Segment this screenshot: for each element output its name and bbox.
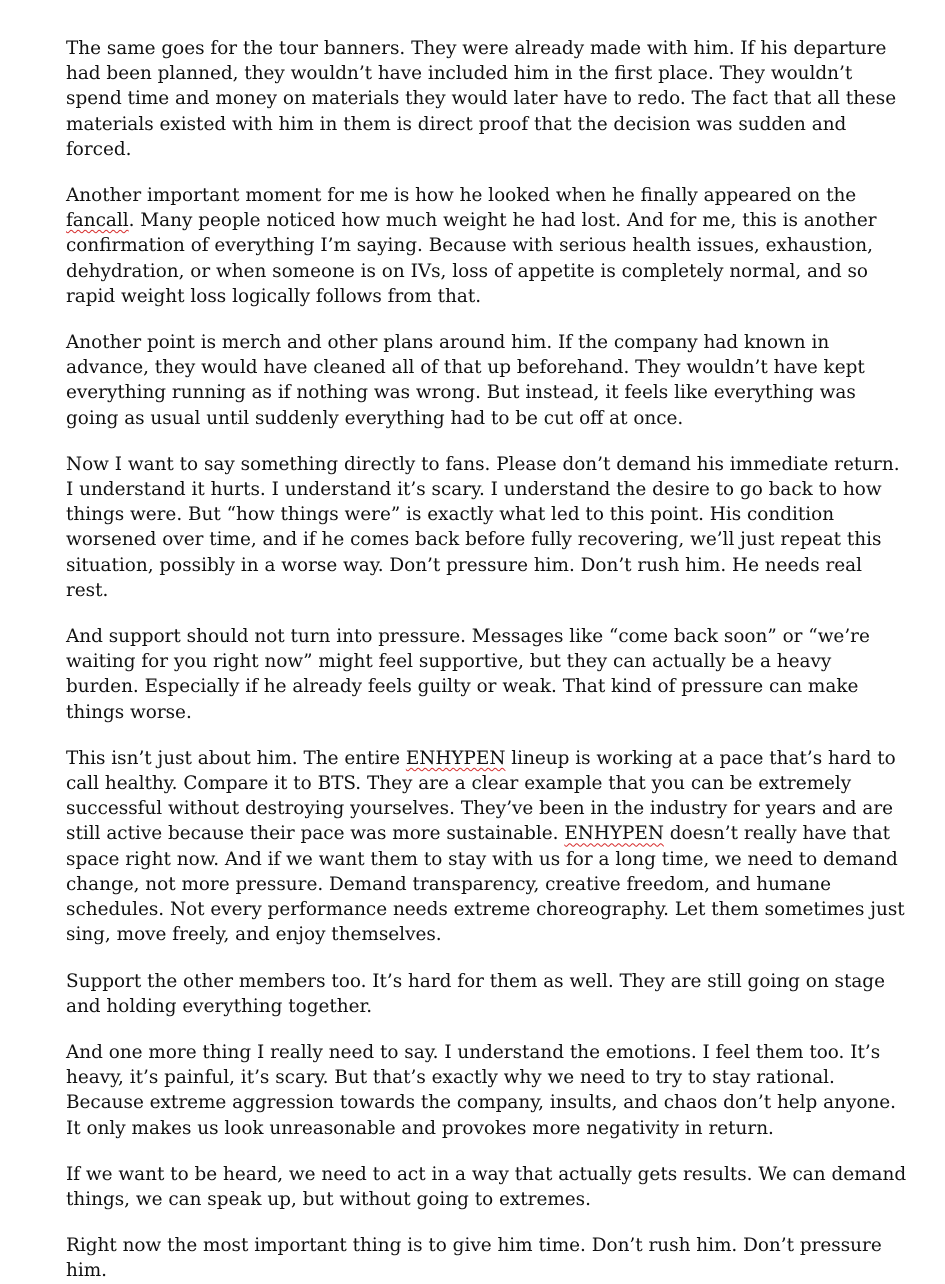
paragraph-text: Support the other members too. It’s hard for them as well. They are still going on stage and holding everything together. [66, 970, 885, 1017]
paragraph-text: This isn’t just about him. The entire [66, 747, 406, 769]
paragraph-fancall [66, 183, 907, 309]
paragraph-stay-rational [66, 1040, 907, 1141]
spellcheck-word[interactable]: ENHYPEN [564, 823, 664, 845]
paragraph-text: And one more thing I really need to say. I understand the emotions. I feel them too. It’s heavy, it’s painful, it’s scary. But that’s exactly why we need to try to stay rational. Because extreme aggression towards the company, insults, and chaos don’t help anyone. It only makes us look unreasonable and provokes more negativity in return. [66, 1041, 897, 1139]
paragraph-text: The same goes for the tour banners. They were already made with him. If his departure had been planned, they wouldn’t have included him in the first place. They wouldn’t spend time and money on materials they would later have to redo. The fact that all these materials existed with him in them is direct proof that the decision was sudden and forced. [66, 38, 897, 160]
paragraph-enhypen-lineup [66, 746, 907, 948]
paragraph-text: If we want to be heard, we need to act in a way that actually gets results. We can demand things, we can speak up, but without going to extremes. [66, 1163, 907, 1210]
paragraph-other-members [66, 969, 907, 1019]
paragraph-text: Another point is merch and other plans around him. If the company had known in advance, they would have cleaned all of that up beforehand. They wouldn’t have kept everything running as if nothing was wrong. But instead, it feels like everything was going as usual until suddenly everything had to be cut off at once. [66, 332, 865, 429]
spellcheck-word[interactable]: ENHYPEN [405, 747, 506, 769]
paragraph-text: Another important moment for me is how he looked when he finally appeared on the [66, 185, 857, 207]
paragraph-merch [66, 330, 907, 431]
paragraph-give-time [66, 1233, 907, 1283]
paragraph-text: lineup is working at a pace that’s hard to call healthy. Compare it to BTS. They are a clear example that you can be extremely successful without destroying yourselves. They’ve been in the industry for years and are still active because their pace was more sustainable. [66, 747, 896, 845]
paragraph-tour-banners [66, 36, 907, 162]
spellcheck-word[interactable]: fancall [66, 210, 129, 232]
paragraph-text: Right now the most important thing is to give him time. Don’t rush him. Don’t pressure him. [66, 1235, 882, 1282]
paragraph-to-fans [66, 452, 907, 603]
paragraph-support-pressure [66, 624, 907, 725]
paragraph-be-heard [66, 1162, 907, 1212]
paragraph-text: . Many people noticed how much weight he had lost. And for me, this is another confirmation of everything I’m saying. Because with serious health issues, exhaustion, dehydration, or when someone is on IVs, loss of appetite is completely normal, and so rapid weight loss logically follows from that. [66, 210, 877, 307]
paragraph-text: And support should not turn into pressure. Messages like “come back soon” or “we’re waiting for you right now” might feel supportive, but they can actually be a heavy burden. Especially if he already feels guilty or weak. That kind of pressure can make things worse. [66, 626, 870, 723]
paragraph-text: Now I want to say something directly to fans. Please don’t demand his immediate return. I understand it hurts. I understand it’s scary. I understand the desire to go back to how things were. But “how things were” is exactly what led to this point. His condition worsened over time, and if he comes back before fully recovering, we’ll just repeat this situation, possibly in a worse way. Don’t pressure him. Don’t rush him. He needs real rest. [66, 453, 900, 601]
paragraph-text: doesn’t really have that space right now. And if we want them to stay with us for a long time, we need to demand change, not more pressure. Demand transparency, creative freedom, and humane schedules. Not every performance needs extreme choreography. Let them sometimes just sing, move freely, and enjoy themselves. [66, 823, 905, 946]
